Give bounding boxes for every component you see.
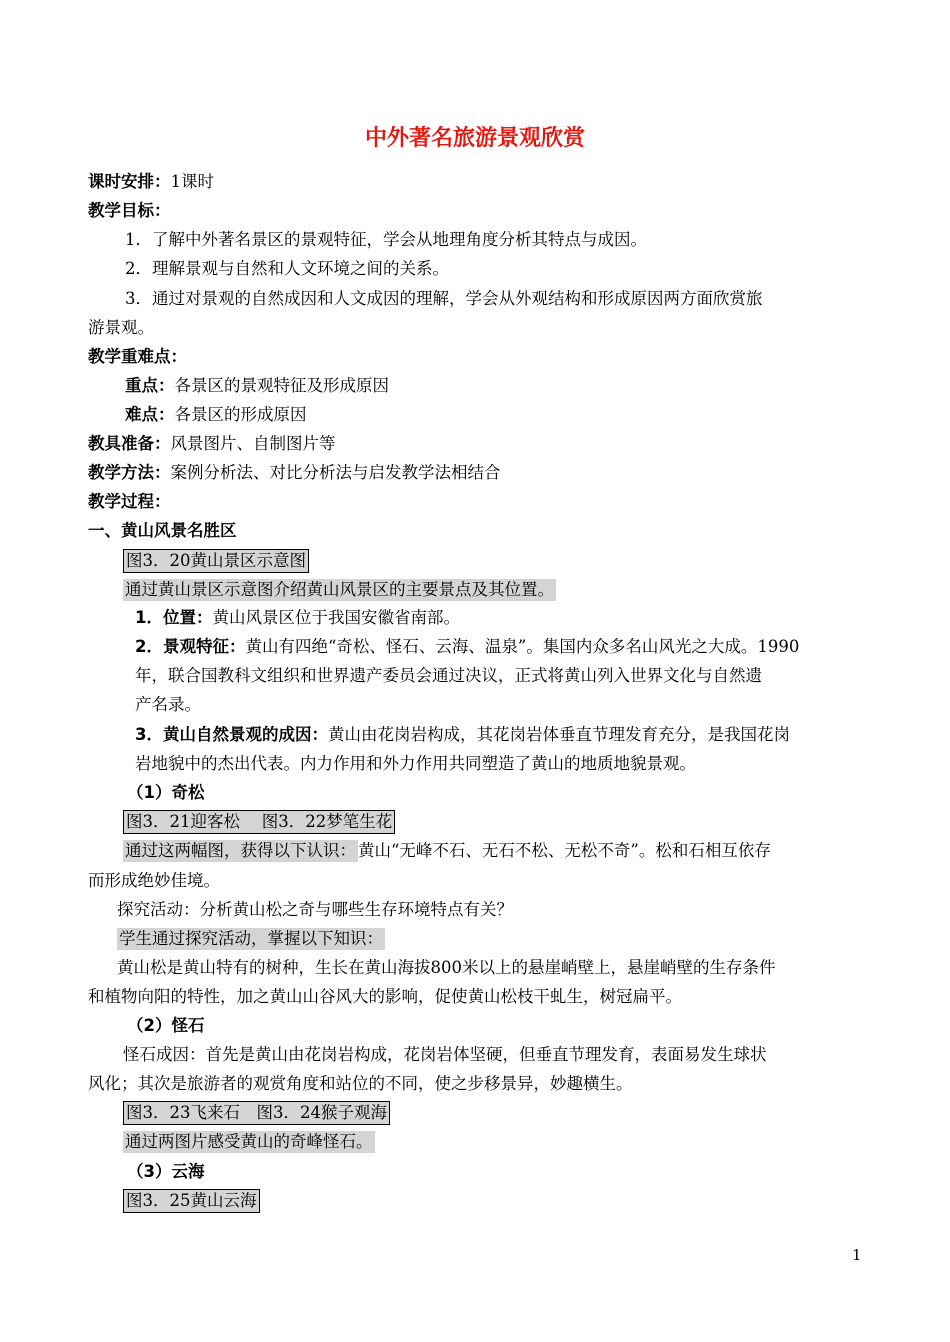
objective-item-3-line2: 游景观。 xyxy=(88,318,154,337)
cloud-figure xyxy=(123,1189,260,1213)
objectives-heading: 教学目标： xyxy=(88,201,171,220)
tools-text: 风景图片、自制图片等 xyxy=(170,434,336,453)
pine-note-shaded: 通过这两幅图，获得以下认识： xyxy=(125,841,356,860)
rock-cause-line1: 怪石成因：首先是黄山由花岗岩构成，花岗岩体坚硬，但垂直节理发育，表面易发生球状 xyxy=(123,1045,767,1064)
lesson-time-value: 1课时 xyxy=(170,172,214,191)
methods-text: 案例分析法、对比分析法与启发教学法相结合 xyxy=(170,463,501,482)
features-line1 xyxy=(135,635,799,659)
location-label: 1．位置： xyxy=(135,608,213,627)
pine-note-line2: 而形成绝妙佳境。 xyxy=(88,871,220,890)
intro-line xyxy=(123,578,556,602)
causes-label: 3．黄山自然景观的成因： xyxy=(135,725,328,744)
focus-line xyxy=(125,374,389,398)
methods-line xyxy=(88,461,501,485)
cloud-heading: （3）云海 xyxy=(127,1162,205,1181)
objective-item-3-line1: 3．通过对景观的自然成因和人文成因的理解，学会从外观结构和形成原因两方面欣赏旅 xyxy=(125,289,763,308)
location-line xyxy=(135,606,460,630)
pine-heading: （1）奇松 xyxy=(127,783,205,802)
rock-note-line xyxy=(123,1130,375,1154)
causes-line2: 岩地貌中的杰出代表。内力作用和外力作用共同塑造了黄山的地质地貌景观。 xyxy=(135,754,696,773)
process-heading: 教学过程： xyxy=(88,492,171,511)
features-label: 2．景观特征： xyxy=(135,637,246,656)
difficulty-text: 各景区的形成原因 xyxy=(174,405,307,424)
intro-shaded-text: 通过黄山景区示意图介绍黄山风景区的主要景点及其位置。 xyxy=(125,580,554,599)
objective-item-1: 1．了解中外著名景区的景观特征，学会从地理角度分析其特点与成因。 xyxy=(125,230,647,249)
lesson-time-label: 课时安排： xyxy=(88,172,171,191)
pine-activity: 探究活动：分析黄山松之奇与哪些生存环境特点有关？ xyxy=(117,900,513,919)
rock-note-shaded: 通过两图片感受黄山的奇峰怪石。 xyxy=(125,1132,373,1151)
features-line2: 年，联合国教科文组织和世界遗产委员会通过决议，正式将黄山列入世界文化与自然遗 xyxy=(135,666,762,685)
lesson-time-line xyxy=(88,170,214,194)
pine-students-line xyxy=(117,927,385,951)
page-number: 1 xyxy=(852,1246,862,1264)
key-points-heading: 教学重难点： xyxy=(88,347,187,366)
focus-label: 重点： xyxy=(125,376,175,395)
figure-box-3-21-3-22: 图3．21迎客松 图3．22梦笔生花 xyxy=(123,810,395,834)
section-heading-huangshan: 一、黄山风景名胜区 xyxy=(88,521,237,540)
tools-line xyxy=(88,432,336,456)
rock-heading: （2）怪石 xyxy=(127,1016,205,1035)
location-text: 黄山风景区位于我国安徽省南部。 xyxy=(212,608,460,627)
figure-caption-3-20 xyxy=(123,549,309,573)
pine-note-line1 xyxy=(123,839,771,863)
focus-text: 各景区的景观特征及形成原因 xyxy=(174,376,389,395)
pine-note-rest: 黄山“无峰不石、无石不松、无松不奇”。松和石相互依存 xyxy=(358,841,771,860)
pine-figures xyxy=(123,810,395,834)
rock-cause-line2: 风化；其次是旅游者的观赏角度和站位的不同，使之步移景异，妙趣横生。 xyxy=(88,1074,633,1093)
figure-box-3-25: 图3．25黄山云海 xyxy=(123,1189,260,1213)
methods-label: 教学方法： xyxy=(88,463,171,482)
features-line3: 产名录。 xyxy=(135,695,201,714)
features-text-1: 黄山有四绝“奇松、怪石、云海、温泉”。集国内众多名山风光之大成。1990 xyxy=(245,637,800,656)
causes-text-1: 黄山由花岗岩构成，其花岗岩体垂直节理发育充分，是我国花岗 xyxy=(327,725,790,744)
figure-box-3-20: 图3．20黄山景区示意图 xyxy=(123,549,309,573)
document-title: 中外著名旅游景观欣赏 xyxy=(364,126,585,151)
difficulty-label: 难点： xyxy=(125,405,175,424)
rock-figures xyxy=(123,1101,390,1125)
figure-box-3-23-3-24: 图3．23飞来石 图3．24猴子观海 xyxy=(123,1101,390,1125)
pine-explanation-line2: 和植物向阳的特性，加之黄山山谷风大的影响，促使黄山松枝干虬生，树冠扁平。 xyxy=(88,987,682,1006)
causes-line1 xyxy=(135,723,790,747)
tools-label: 教具准备： xyxy=(88,434,171,453)
objective-item-2: 2．理解景观与自然和人文环境之间的关系。 xyxy=(125,259,449,278)
pine-explanation-line1: 黄山松是黄山特有的树种，生长在黄山海拔800米以上的悬崖峭壁上，悬崖峭壁的生存条件 xyxy=(117,958,776,977)
difficulty-line xyxy=(125,403,307,427)
pine-students-shaded: 学生通过探究活动，掌握以下知识： xyxy=(119,929,383,948)
